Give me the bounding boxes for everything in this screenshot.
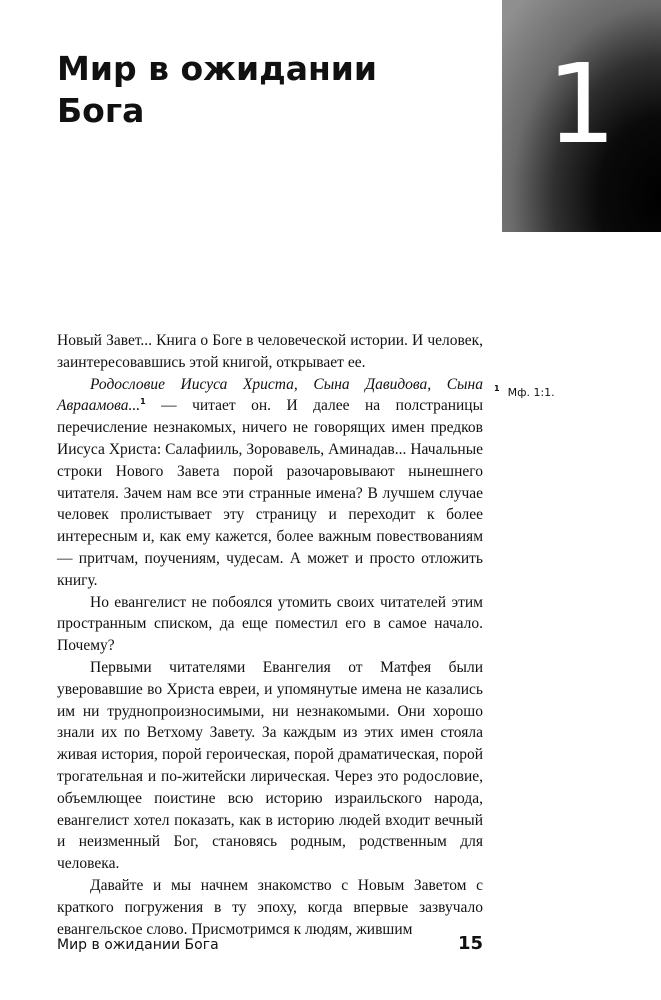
chapter-number-block bbox=[502, 0, 661, 232]
chapter-number: 1 bbox=[546, 40, 617, 168]
paragraph-3: Но евангелист не побоялся утомить своих читателей этим пространным списком, да еще поместил его в самое начало. Почему? bbox=[57, 593, 483, 655]
paragraph-1: Новый Завет... Книга о Боге в человеческой истории. И человек, заинтересовавшись этой книгой, открывает ее. bbox=[57, 332, 483, 371]
paragraph-2 bbox=[57, 374, 483, 592]
chapter-title: Мир в ожидании Бога bbox=[57, 49, 378, 130]
paragraph-5: Давайте и мы начнем знакомство с Новым Заветом с краткого погружения в ту эпоху, когда впервые зазвучало евангельское слово. Присмотримся к людям, жившим bbox=[57, 876, 483, 938]
footnote-text: Мф. 1:1. bbox=[507, 386, 555, 399]
footnote-marker: 1 bbox=[494, 384, 500, 394]
page-number: 15 bbox=[457, 933, 483, 954]
genealogy-quote: Родословие Иисуса Христа, Сына Давидова, Сына Авраамова... bbox=[57, 375, 483, 415]
body-text bbox=[57, 330, 483, 940]
running-footer: Мир в ожидании Бога bbox=[57, 937, 219, 953]
side-footnote bbox=[494, 386, 644, 400]
paragraph-2-text: — читает он. И далее на полстраницы перечисление незнакомых, ничего не говорящих имен предков Иисуса Христа: Салафииль, Зоровавель, Аминадав... Начальные строки Нового Завета порой разочаровывают нынешнего читателя. Зачем нам все эти странные имена? В лучшем случае человек пролистывает эту страницу и переходит к более интересным и, как ему кажется, более важным повествованиям — притчам, поучениям, чудесам. А может и просто отложить книгу. bbox=[57, 397, 483, 589]
footnote-reference: 1 bbox=[140, 397, 146, 407]
paragraph-4: Первыми читателями Евангелия от Матфея были уверовавшие во Христа евреи, и упомянутые имена не казались им ни труднопроизносимыми, ни незнакомыми. Они хорошо знали их по Ветхому Завету. За каждым из этих имен стояла живая история, порой героическая, порой драматическая, порой трогательная и по-житейски лирическая. Через это родословие, объемлющее поистине всю историю израильского народа, евангелист хотел показать, как в историю людей входит вечный и неизменный Бог, становясь родным, родственным для человека. bbox=[57, 658, 483, 873]
